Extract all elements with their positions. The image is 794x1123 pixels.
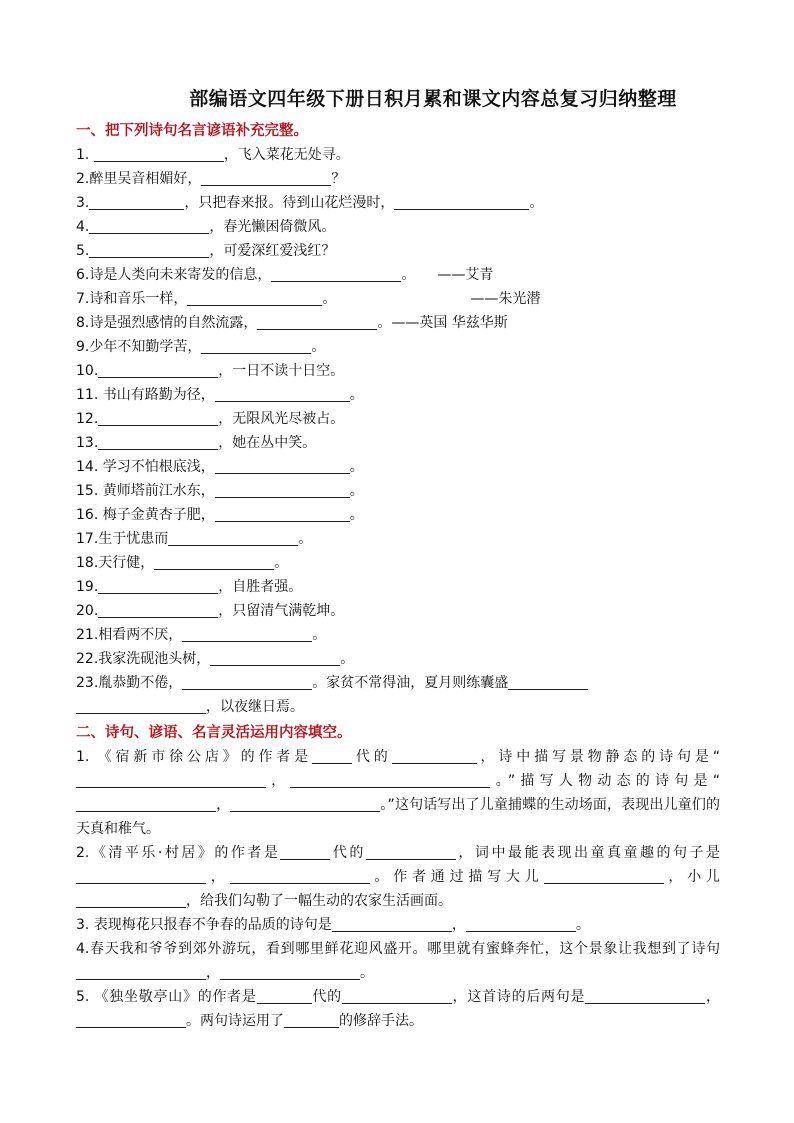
fill-in-list bbox=[76, 143, 720, 671]
answer-blank[interactable] bbox=[201, 337, 311, 354]
section-heading-1: 一、把下列诗句名言谚语补充完整。 bbox=[76, 123, 308, 139]
page-title: 部编语文四年级下册日积月累和课文内容总复习归纳整理 bbox=[189, 88, 677, 110]
answer-blank[interactable] bbox=[98, 361, 218, 378]
list-item: 16. 梅子金黄杏子肥， 。 bbox=[76, 507, 364, 523]
question-2: 2.《清平乐·村居》的作者是 代的 ，词中最能表现出童真童趣的句子是， 。作者通过描写大儿 ，小儿，给我们勾勒了一幅生动的农家生活画面。 bbox=[76, 845, 721, 909]
list-item: 9.少年不知勤学苦， 。 bbox=[76, 339, 326, 355]
answer-blank[interactable] bbox=[544, 867, 664, 884]
list-item: 14. 学习不怕根底浅， 。 bbox=[76, 459, 364, 475]
answer-blank[interactable] bbox=[215, 481, 350, 498]
list-item: 1. ，飞入菜花无处寻。 bbox=[76, 147, 350, 163]
list-item: 18.天行健， 。 bbox=[76, 555, 289, 571]
answer-blank[interactable] bbox=[585, 987, 705, 1004]
answer-blank[interactable] bbox=[257, 313, 377, 330]
list-item: 11. 书山有路勤为径， 。 bbox=[76, 387, 364, 403]
list-item: 6.诗是人类向未来寄发的信息， 。 ——艾青 bbox=[76, 263, 720, 287]
quote-author: ——艾青 bbox=[437, 267, 494, 283]
list-item: 23.胤恭勤不倦， 。家贫不常得油，夏月则练囊盛 bbox=[76, 671, 720, 695]
worksheet bbox=[76, 84, 720, 1033]
list-item: 22.我家洗砚池头树， 。 bbox=[76, 651, 355, 667]
list-item: 5. ，可爱深红爱浅红？ bbox=[76, 243, 336, 259]
answer-blank[interactable] bbox=[290, 771, 490, 788]
answer-blank[interactable] bbox=[98, 577, 218, 594]
answer-blank[interactable] bbox=[76, 963, 206, 980]
answer-blank[interactable] bbox=[89, 193, 184, 210]
list-item: 19. ，自胜者强。 bbox=[76, 579, 303, 595]
answer-blank[interactable] bbox=[257, 987, 312, 1004]
question-1: 1. 《宿新市徐公店》的作者是 代的 ，诗中描写景物静态的诗句是“， 。”描写人物动态的诗句是“， 。”这句话写出了儿童捕蝶的生动场面，表现出儿童们的天真和稚气。 bbox=[76, 749, 720, 837]
answer-blank[interactable] bbox=[508, 673, 588, 690]
list-item: 20. ，只留清气满乾坤。 bbox=[76, 603, 345, 619]
answer-blank[interactable] bbox=[220, 963, 360, 980]
answer-blank[interactable] bbox=[154, 553, 274, 570]
answer-blank[interactable] bbox=[280, 843, 330, 860]
answer-blank[interactable] bbox=[187, 289, 322, 306]
question-3: 3. 表现梅花只报春不争春的品质的诗句是 ， 。 bbox=[76, 917, 590, 933]
answer-blank[interactable] bbox=[76, 771, 266, 788]
answer-blank[interactable] bbox=[392, 747, 477, 764]
answer-blank[interactable] bbox=[89, 217, 209, 234]
list-item: 8.诗是强烈感情的自然流露， 。——英国 华兹华斯 bbox=[76, 315, 508, 331]
answer-blank[interactable] bbox=[332, 915, 452, 932]
list-item: 21.相看两不厌， 。 bbox=[76, 627, 327, 643]
list-item: 3. ，只把春来报。待到山花烂漫时， 。 bbox=[76, 195, 544, 211]
answer-blank[interactable] bbox=[76, 795, 216, 812]
answer-blank[interactable] bbox=[284, 1011, 339, 1028]
list-item: 4. ，春光懒困倚微风。 bbox=[76, 219, 336, 235]
list-item: 10. ，一日不读十日空。 bbox=[76, 363, 345, 379]
list-item: ，以夜继日焉。 bbox=[76, 695, 720, 719]
quote-author: ——朱光潜 bbox=[470, 291, 541, 307]
answer-blank[interactable] bbox=[466, 915, 576, 932]
answer-blank[interactable] bbox=[94, 145, 224, 162]
answer-blank[interactable] bbox=[342, 987, 452, 1004]
answer-blank[interactable] bbox=[76, 697, 206, 714]
answer-blank[interactable] bbox=[201, 169, 331, 186]
list-item: 12. ，无限风光尽被占。 bbox=[76, 411, 345, 427]
answer-blank[interactable] bbox=[89, 241, 209, 258]
answer-blank[interactable] bbox=[168, 529, 298, 546]
list-item: 17.生于忧患而 。 bbox=[76, 531, 313, 547]
answer-blank[interactable] bbox=[271, 265, 401, 282]
list-item: 13. ，她在丛中笑。 bbox=[76, 435, 317, 451]
answer-blank[interactable] bbox=[182, 673, 312, 690]
answer-blank[interactable] bbox=[230, 867, 370, 884]
answer-blank[interactable] bbox=[230, 795, 380, 812]
answer-blank[interactable] bbox=[394, 193, 529, 210]
answer-blank[interactable] bbox=[98, 601, 218, 618]
list-item: 15. 黄师塔前江水东， 。 bbox=[76, 483, 364, 499]
question-4: 4.春天我和爷爷到郊外游玩，看到哪里鲜花迎风盛开。哪里就有蜜蜂奔忙，这个景象让我想到了诗句， 。 bbox=[76, 941, 720, 981]
answer-blank[interactable] bbox=[215, 457, 350, 474]
list-item: 2.醉里吴音相媚好， ？ bbox=[76, 171, 346, 187]
answer-blank[interactable] bbox=[215, 505, 350, 522]
section-heading-2: 二、诗句、谚语、名言灵活运用内容填空。 bbox=[76, 725, 352, 741]
answer-blank[interactable] bbox=[76, 891, 186, 908]
list-item: 7.诗和音乐一样， 。 ——朱光潜 bbox=[76, 287, 720, 311]
answer-blank[interactable] bbox=[98, 409, 218, 426]
answer-blank[interactable] bbox=[366, 843, 456, 860]
question-5: 5. 《独坐敬亭山》的作者是 代的 ，这首诗的后两句是 ，。两句诗运用了 的修辞手法。 bbox=[76, 989, 721, 1029]
answer-blank[interactable] bbox=[312, 747, 352, 764]
answer-blank[interactable] bbox=[98, 433, 218, 450]
answer-blank[interactable] bbox=[76, 1011, 186, 1028]
answer-blank[interactable] bbox=[182, 625, 312, 642]
answer-blank[interactable] bbox=[76, 867, 206, 884]
answer-blank[interactable] bbox=[210, 649, 340, 666]
answer-blank[interactable] bbox=[215, 385, 350, 402]
